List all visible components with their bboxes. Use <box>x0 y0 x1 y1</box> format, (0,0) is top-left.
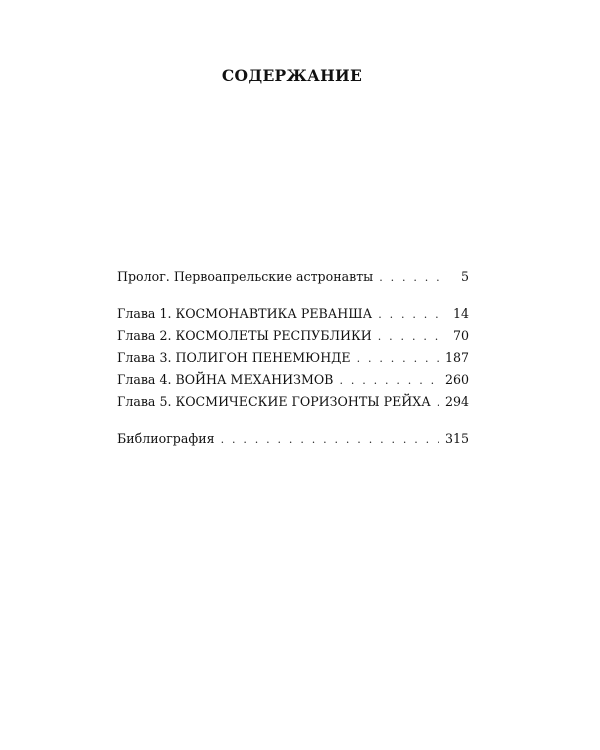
toc-entry-prologue <box>117 266 469 288</box>
toc-entry-page: 294 <box>444 394 469 409</box>
toc-entry-page: 70 <box>452 328 469 343</box>
toc-entry-chapter-1 <box>117 303 469 325</box>
toc-entry-label: Глава 4. ВОЙНА МЕХАНИЗМОВ <box>117 372 334 387</box>
toc-entry-chapter-4 <box>117 369 469 391</box>
toc-entry-chapter-3 <box>117 347 469 369</box>
toc-entry-chapter-2 <box>117 325 469 347</box>
toc-entry-label: Пролог. Первоапрельские астронавты <box>117 269 374 284</box>
toc-entry-bibliography <box>117 428 469 450</box>
page-title: СОДЕРЖАНИЕ <box>221 66 363 85</box>
dot-leader <box>437 392 439 414</box>
toc-entry-page: 187 <box>444 350 469 365</box>
toc-entry-label: Глава 1. КОСМОНАВТИКА РЕВАНША <box>117 306 373 321</box>
dot-leader <box>378 326 439 348</box>
table-of-contents <box>117 266 469 450</box>
toc-entry-page: 260 <box>444 372 469 387</box>
toc-entry-label: Глава 3. ПОЛИГОН ПЕНЕМЮНДЕ <box>117 350 351 365</box>
dot-leader <box>379 267 439 289</box>
dot-leader <box>378 304 439 326</box>
toc-entry-page: 14 <box>452 306 469 321</box>
toc-entry-label: Глава 5. КОСМИЧЕСКИЕ ГОРИЗОНТЫ РЕЙХА <box>117 394 431 409</box>
dot-leader <box>339 370 439 392</box>
toc-entry-label: Библиография <box>117 431 215 446</box>
toc-entry-chapter-5 <box>117 391 469 413</box>
toc-entry-page: 315 <box>444 431 469 446</box>
dot-leader <box>357 348 439 370</box>
dot-leader <box>221 429 439 451</box>
toc-entry-page: 5 <box>460 269 469 284</box>
toc-entry-label: Глава 2. КОСМОЛЕТЫ РЕСПУБЛИКИ <box>117 328 372 343</box>
